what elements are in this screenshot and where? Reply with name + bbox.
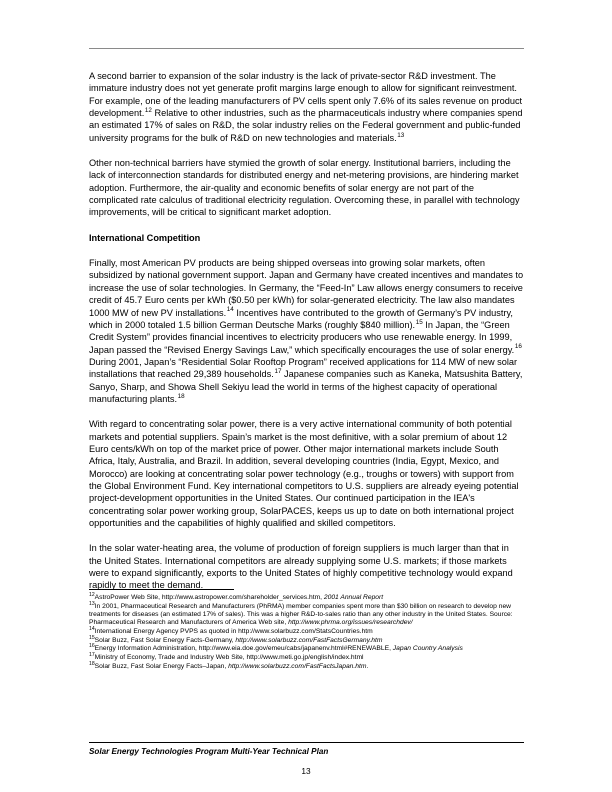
- footnote-number: 12: [89, 591, 95, 598]
- footnote-item: [89, 591, 524, 602]
- paragraph-text-continued: Relative to other industries, such as the pharmaceuticals industry where companies spend an estimated 17% of sales on R&D, the solar industry relies on the Federal government and public-funded university programs for the bulk of R&D on new technologies and materials.: [89, 108, 523, 143]
- paragraph-concentrating-solar-power: With regard to concentrating solar power, there is a very active international community of both potential markets and potential suppliers. Spain’s market is the most definitive, with a solar premium of about 12 Euro cents/kWh on top of the market price of power. Other major international markets include South Africa, Italy, Australia, and Brazil. In addition, several developing countries (India, Egypt, Mexico, and Morocco) are looking at concentrating solar power technology (e.g., troughs or towers) with support from the Global Environment Fund. Key international competitors to U.S. suppliers are already eyeing potential project-development opportunities in the United States. Our continued participation in the IEA's concentrating solar power working group, SolarPACES, keeps us up to date on both international project opportunities and the capabilities of highly qualified and skilled competitors.: [89, 419, 519, 528]
- page-footer: [89, 742, 524, 757]
- footnote-number: 15: [89, 634, 95, 641]
- footnote-text: Energy Information Administration, http://www.eia.doe.gov/emeu/cabs/japanenv.html#RENEWABLE,: [94, 645, 393, 653]
- footnote-item: [89, 600, 524, 628]
- footnote-marker-18: 18: [177, 392, 185, 400]
- paragraph-text-japanese-companies: Japanese companies such as Kaneka, Matsushita Battery, Sanyo, Sharp, and Showa Shell Sekiyu lead the world in terms of the highest capacity of operational manufacturing plants.: [89, 369, 523, 404]
- footnote-marker-13: 13: [397, 131, 405, 139]
- footnote-number: 18: [89, 660, 95, 667]
- footnote-text: Solar Buzz, Fast Solar Energy Facts–Japan,: [94, 662, 229, 670]
- paragraph-non-technical-barriers: Other non-technical barriers have stymied the growth of solar energy. Institutional barriers, including the lack of interconnection standards for distributed energy and net-metering provisions, are hindering market adoption. Furthermore, the air-quality and economic benefits of solar energy are not part of the complicated rate calculus of traditional electricity regulation. Overcoming these, in parallel with technology improvements, will be critical to significant market adoption.: [89, 158, 520, 218]
- paragraph-text: Finally, most American PV products are being shipped overseas into growing solar markets, often subsidized by national government support. Japan and Germany have created incentives and mandates to increase the use of solar technologies. In Germany, the “Feed-In” Law allows energy consumers to receive credit of 45.7 Euro cents per kWh ($0.50 per kWh) for solar-generated electricity. The law also mandates 1000 MW of new PV installations.: [89, 258, 524, 318]
- footnote-number: 13: [89, 600, 95, 607]
- footnote-number: 16: [89, 642, 95, 649]
- footnote-number: 14: [89, 625, 95, 632]
- footnote-citation-italic: http://www.phrma.org/issues/researchdev/: [288, 619, 413, 627]
- footnote-marker-16: 16: [514, 343, 522, 351]
- footnote-text-tail: .: [366, 662, 369, 670]
- footnote-text: Solar Buzz, Fast Solar Energy Facts-Germany,: [94, 636, 236, 644]
- paragraph-private-sector-rd: [89, 70, 524, 144]
- footnote-item: [89, 642, 524, 653]
- paragraph-text: A second barrier to expansion of the solar industry is the lack of private-sector R&D investment. The immature industry does not yet generate profit margins large enough to allow for significant reinvestment. For example, one of the leading manufacturers of PV cells spent only 7.6% of its sales revenue on product development.: [89, 71, 523, 119]
- footnote-marker-12: 12: [144, 106, 152, 114]
- footnote-marker-15: 15: [415, 318, 423, 326]
- footnote-separator-rule: [89, 589, 234, 590]
- footnote-citation-italic: http://www.solarbuzz.com/FastFactsGermany.htm: [235, 636, 383, 644]
- footnote-marker-14: 14: [226, 306, 234, 314]
- footnote-marker-17: 17: [274, 368, 282, 376]
- footnote-text: AstroPower Web Site, http://www.astropower.com/shareholder_services.htm,: [94, 594, 324, 601]
- footnote-text: In 2001, Pharmaceutical Research and Manufacturers (PhRMA) member companies spent more than $30 billion on research to develop new treatments for diseases (an estimated 17% of sales). This was a higher R&D-to-sales ratio than any other industry in the United States. Source: Pharmaceutical Research and Manufacturers of America Web site,: [89, 602, 513, 627]
- footnote-citation-italic: Japan Country Analysis: [392, 645, 463, 653]
- page-body-content: [89, 70, 524, 605]
- paragraph-text-germany: Incentives have contributed to the growth of Germany’s PV industry, which in 2000 totaled 1.5 billion German Deutsche Marks (roughly $840 million).: [89, 307, 513, 330]
- footnote-number: 17: [89, 651, 95, 658]
- footer-document-title: Solar Energy Technologies Program Multi-Year Technical Plan: [89, 747, 329, 756]
- header-rule: [89, 48, 524, 49]
- footer-rule: [89, 742, 524, 743]
- section-heading-international-competition: International Competition: [89, 232, 201, 243]
- footnote-item: [89, 660, 524, 671]
- footnote-citation-italic: 2001 Annual Report: [323, 594, 384, 601]
- paragraph-text-japan-green-credit: In Japan, the “Green Credit System” provides financial incentives to electricity producers who use renewable energy. In 1999, Japan passed the “Revised Energy Savings Law,” which specifically encourages the use of solar energy.: [89, 319, 515, 355]
- footnote-text: Ministry of Economy, Trade and Industry Web Site, http://www.meti.go.jp/english/index.html: [94, 653, 364, 661]
- footnote-item: [89, 625, 524, 636]
- footnote-section: [89, 589, 524, 671]
- paragraph-text-rooftop-program: During 2001, Japan’s “Residential Solar Rooftop Program” received applications for 114 MW of new solar installations that reached 29,389 households.: [89, 356, 518, 380]
- footnote-item: [89, 634, 524, 645]
- footnote-item: [89, 651, 524, 662]
- paragraph-solar-water-heating: In the solar water-heating area, the volume of production of foreign suppliers is much larger than that in the United States. International competitors are already supplying some U.S. markets; if those markets were to expand significantly, exports to the United States of highly competitive technology would expand rapidly to meet the demand.: [89, 543, 513, 591]
- footnote-citation-italic: http://www.solarbuzz.com/FastFactsJapan.htm: [228, 662, 367, 670]
- paragraph-international-incentives: [89, 257, 524, 405]
- footnote-list: [89, 591, 524, 671]
- page-number: 13: [301, 766, 311, 776]
- footnote-text: International Energy Agency PVPS as quoted in http://www.solarbuzz.com/StatsCountries.htm: [94, 627, 373, 635]
